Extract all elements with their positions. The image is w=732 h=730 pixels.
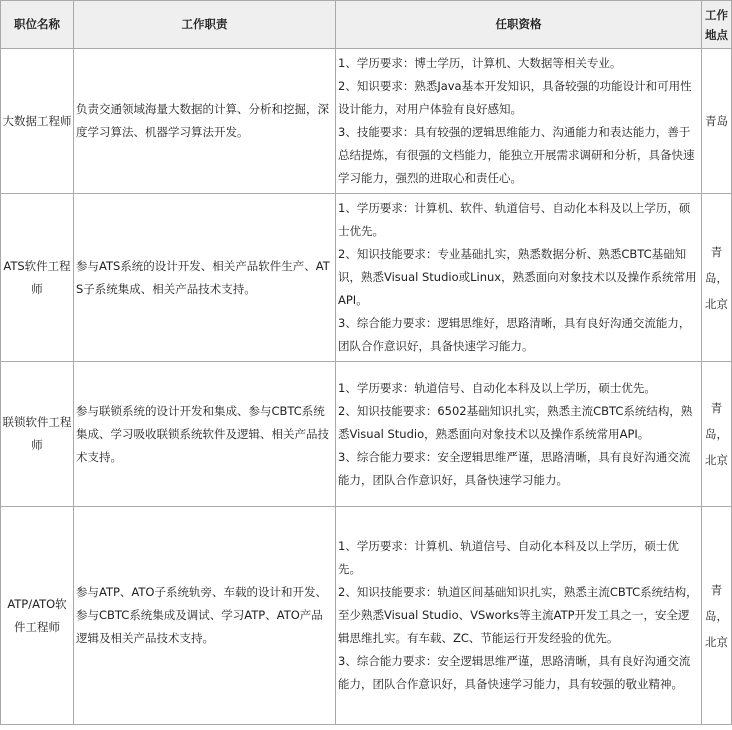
qualification-item: 2、知识技能要求：轨道区间基础知识扎实，熟悉主流CBTC系统结构，至少熟悉Visual Studio、VSworks等主流ATP开发工具之一，安全逻辑思维扎实。有车载、ZC、节能运行开发经验的优先。 xyxy=(338,585,698,645)
header-row xyxy=(1,1,732,49)
qualification-cell xyxy=(336,507,702,725)
location-cell: 青岛，北京 xyxy=(702,362,732,507)
qualification-item: 1、学历要求：计算机、轨道信号、自动化本科及以上学历，硕士优先。 xyxy=(338,539,679,576)
position-cell: ATS软件工程师 xyxy=(1,194,74,362)
qualification-cell xyxy=(336,362,702,507)
location-cell: 青岛，北京 xyxy=(702,507,732,725)
table-row xyxy=(1,362,732,507)
position-cell: 联锁软件工程师 xyxy=(1,362,74,507)
position-cell: 大数据工程师 xyxy=(1,49,74,194)
table-row xyxy=(1,194,732,362)
header-duty: 工作职责 xyxy=(74,1,336,49)
qualification-item: 1、学历要求：博士学历，计算机、大数据等相关专业。 xyxy=(338,56,622,70)
header-location: 工作地点 xyxy=(702,1,732,49)
location-cell: 青岛 xyxy=(702,49,732,194)
qualification-item: 1、学历要求：轨道信号、自动化本科及以上学历，硕士优先。 xyxy=(338,380,656,395)
qualification-item: 2、知识要求：熟悉Java基本开发知识，具备较强的功能设计和可用性设计能力，对用户体验有良好感知。 xyxy=(338,79,692,116)
qualification-cell xyxy=(336,194,702,362)
duty-cell: 参与ATS系统的设计开发、相关产品软件生产、ATS子系统集成、相关产品技术支持。 xyxy=(74,194,336,362)
location-cell: 青岛，北京 xyxy=(702,194,732,362)
duty-cell: 负责交通领域海量大数据的计算、分析和挖掘，深度学习算法、机器学习算法开发。 xyxy=(74,49,336,194)
qualification-cell xyxy=(336,49,702,194)
qualification-item: 3、技能要求：具有较强的逻辑思维能力、沟通能力和表达能力，善于总结提炼，有很强的文档能力，能独立开展需求调研和分析，具备快速学习能力，强烈的进取心和责任心。 xyxy=(338,125,695,185)
header-qualification: 任职资格 xyxy=(336,1,702,49)
qualification-item: 1、学历要求：计算机、软件、轨道信号、自动化本科及以上学历，硕士优先。 xyxy=(338,201,691,238)
duty-cell: 参与联锁系统的设计开发和集成、参与CBTC系统集成、学习吸收联锁系统软件及逻辑、相关产品技术支持。 xyxy=(74,362,336,507)
header-position: 职位名称 xyxy=(1,1,74,49)
duty-cell: 参与ATP、ATO子系统轨旁、车载的设计和开发、参与CBTC系统集成及调试、学习ATP、ATO产品逻辑及相关产品技术支持。 xyxy=(74,507,336,725)
qualification-item: 3、综合能力要求：安全逻辑思维严谨，思路清晰，具有良好沟通交流能力，团队合作意识好，具备快速学习能力，具有较强的敬业精神。 xyxy=(338,654,691,691)
table-row xyxy=(1,49,732,194)
qualification-item: 2、知识技能要求：专业基础扎实，熟悉数据分析、熟悉CBTC基础知识，熟悉Visual Studio或Linux，熟悉面向对象技术以及操作系统常用API。 xyxy=(338,247,697,307)
position-cell: ATP/ATO软件工程师 xyxy=(1,507,74,725)
table-row xyxy=(1,507,732,725)
qualification-item: 3、综合能力要求：安全逻辑思维严谨，思路清晰，具有良好沟通交流能力，团队合作意识好，具备快速学习能力。 xyxy=(338,449,691,487)
qualification-item: 3、综合能力要求：逻辑思维好，思路清晰，具有良好沟通交流能力，团队合作意识好，具备快速学习能力。 xyxy=(338,316,691,353)
qualification-item: 2、知识技能要求：6502基础知识扎实，熟悉主流CBTC系统结构，熟悉Visual Studio，熟悉面向对象技术以及操作系统常用API。 xyxy=(338,403,693,441)
